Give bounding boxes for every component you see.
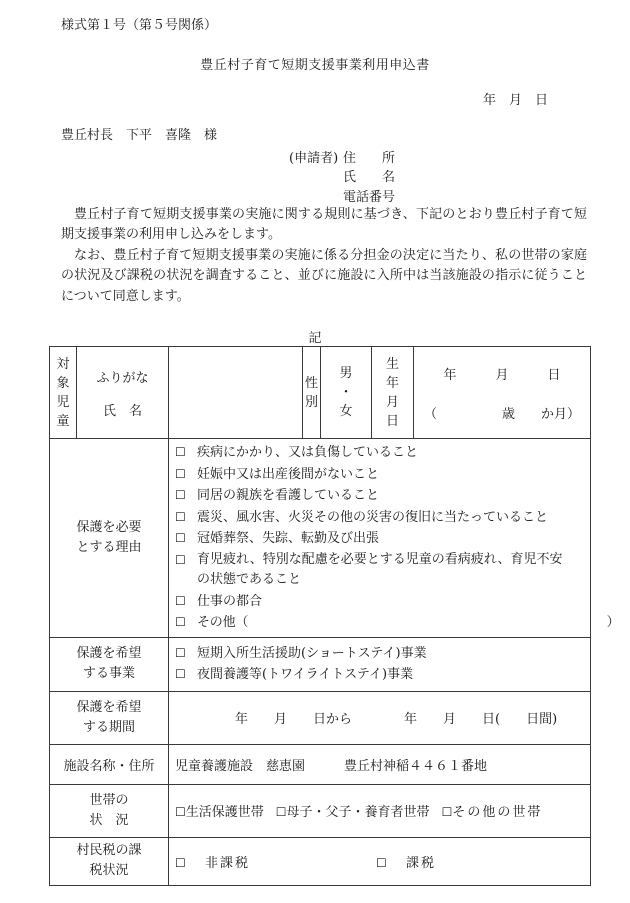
applicant-phone-label: 電話番号 — [343, 190, 396, 205]
household-options — [169, 784, 591, 837]
reason-item: ☐ 震災、風水害、火災その他の災害の復旧に当たっていること — [175, 507, 590, 529]
tax-option-taxable: 課税 — [406, 855, 437, 871]
facility-label: 施設名称・住所 — [50, 744, 169, 784]
applicant-address-label: 住 所 — [343, 151, 396, 166]
table-row-period — [50, 691, 591, 744]
service-checklist — [169, 637, 591, 691]
reason-item: ☐ 仕事の都合 — [175, 591, 590, 613]
addressee: 豊丘村長 下平 喜隆 様 — [61, 128, 218, 143]
checkbox[interactable]: ☐ — [441, 805, 453, 819]
checkbox[interactable]: ☐ — [175, 855, 186, 870]
applicant-name-label: 氏 名 — [343, 170, 396, 185]
household-option-single-parent: 母子・父子・養育者世帯 — [286, 805, 430, 820]
body-paragraph-1: 豊丘村子育て短期支援事業の実施に関する規則に基づき、下記のとおり豊丘村子育て短期支援事業の利用申し込みをします。 — [61, 207, 587, 243]
service-item: ☐ 夜間養護等(トワイライトステイ)事業 — [175, 664, 590, 686]
period-label: 保護を希望 する期間 — [50, 691, 169, 744]
facility-value: 児童養護施設 慈恵園 豊丘村神稲４４６１番地 — [169, 744, 591, 784]
ki-heading: 記 — [308, 331, 322, 346]
applicant-prefix: (申請者) — [289, 151, 339, 166]
reason-item: ☐ 妊娠中又は出産後間がないこと — [175, 464, 590, 486]
table-row-household — [50, 784, 591, 837]
gender-options[interactable]: 男 ・ 女 — [321, 347, 372, 439]
checkbox[interactable]: ☐ — [175, 488, 186, 502]
gender-label: 性 別 — [303, 347, 321, 439]
checkbox[interactable]: ☐ — [175, 593, 186, 608]
reason-label: 保護を必要 とする理由 — [50, 439, 169, 638]
birth-date-field[interactable]: 年 月 日 （ 歳 か月） — [414, 347, 591, 439]
reason-item: ☐ 同居の親族を看護していること — [175, 485, 590, 507]
checkbox[interactable]: ☐ — [175, 615, 186, 629]
application-table — [49, 346, 620, 886]
reason-item: ☐ その他（ ） — [175, 612, 590, 634]
table-row-reason — [50, 439, 591, 638]
reason-checklist — [169, 439, 620, 638]
checkbox[interactable]: ☐ — [175, 552, 186, 567]
service-item: ☐ 短期入所生活援助(ショートステイ)事業 — [175, 643, 590, 665]
checkbox[interactable]: ☐ — [175, 805, 186, 819]
furigana-name-label: ふりがな 氏 名 — [77, 347, 169, 439]
table-row-facility — [50, 744, 591, 784]
service-label: 保護を希望 する事業 — [50, 637, 169, 691]
checkbox[interactable]: ☐ — [175, 645, 186, 660]
checkbox[interactable]: ☐ — [275, 805, 287, 819]
checkbox[interactable]: ☐ — [175, 667, 186, 681]
child-name-field[interactable] — [169, 347, 303, 439]
checkbox[interactable]: ☐ — [175, 531, 186, 545]
reason-item: ☐ 疾病にかかり、又は負傷していること — [175, 442, 590, 464]
form-number: 様式第１号（第５号関係） — [61, 18, 218, 33]
date-line: 年 月 日 — [483, 93, 549, 108]
body-paragraph-2: なお、豊丘村子育て短期支援事業の実施に係る分担金の決定に当たり、私の世帯の家庭の状況及び課税の状況を調査すること、並びに施設に入所中は当該施設の指示に従うことについて同意します。 — [61, 248, 587, 304]
birth-date-label: 生 年 月 日 — [372, 347, 414, 439]
checkbox[interactable]: ☐ — [175, 466, 186, 481]
tax-label: 村民税の課 税状況 — [50, 837, 169, 885]
tax-options — [169, 837, 591, 885]
tax-option-exempt: 非課税 — [205, 855, 251, 871]
checkbox[interactable]: ☐ — [175, 509, 186, 524]
table-row-tax — [50, 837, 591, 885]
period-field[interactable]: 年 月 日から 年 月 日( 日間) — [169, 691, 591, 744]
child-label: 対 象 児 童 — [50, 347, 77, 439]
checkbox[interactable]: ☐ — [376, 855, 387, 870]
household-option-other: その他の世帯 — [452, 805, 543, 820]
checkbox[interactable]: ☐ — [175, 445, 186, 459]
table-row-child — [50, 347, 591, 439]
reason-item: ☐ 冠婚葬祭、失踪、転勤及び出張 — [175, 528, 590, 550]
form-title: 豊丘村子育て短期支援事業利用申込書 — [200, 58, 430, 73]
reason-item: ☐ 育児疲れ、特別な配慮を必要とする児童の看病疲れ、育児不安の状態であること — [175, 550, 590, 591]
household-label: 世帯の 状 況 — [50, 784, 169, 837]
household-option-welfare: 生活保護世帯 — [185, 805, 264, 820]
table-row-service — [50, 637, 591, 691]
